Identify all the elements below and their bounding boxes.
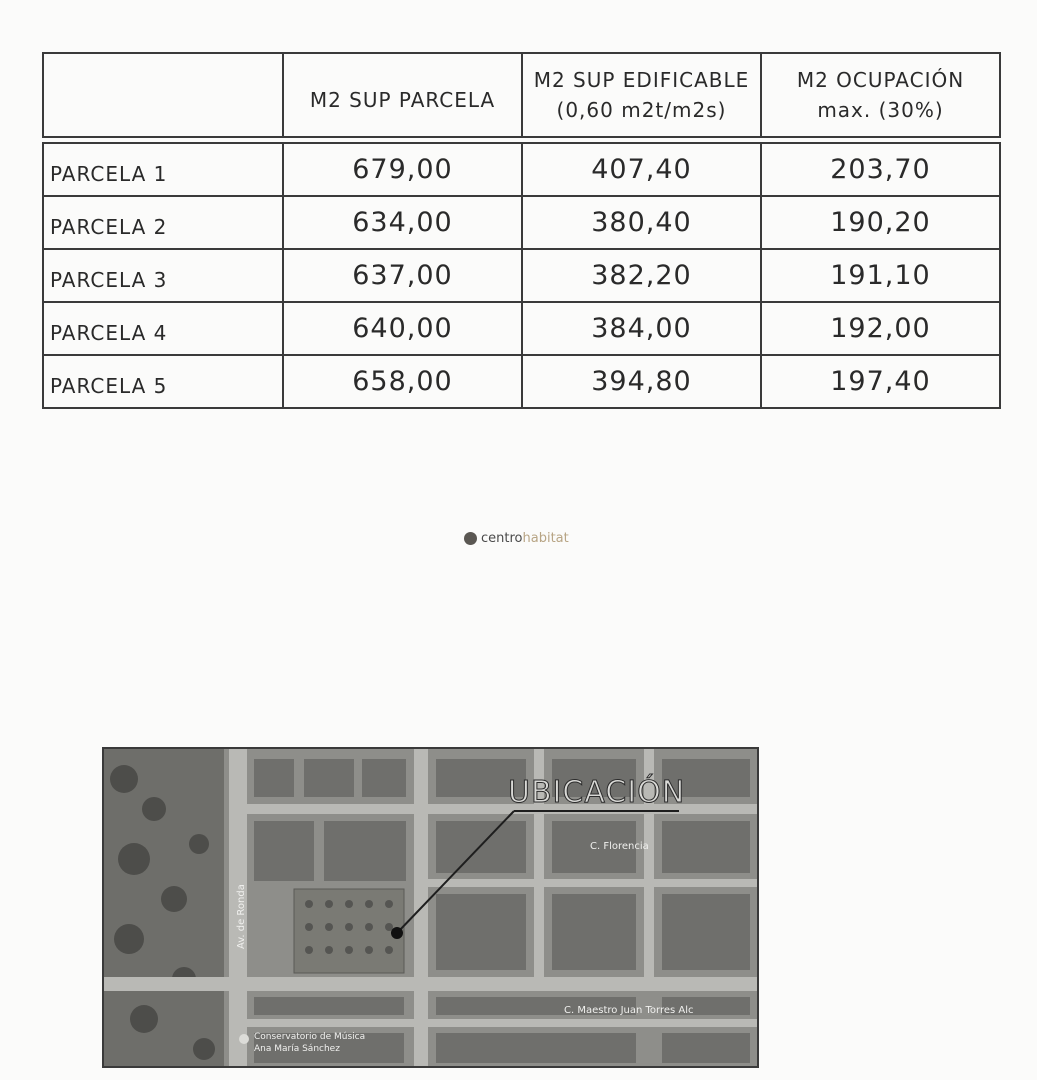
header-empty [42, 52, 282, 138]
sup-parcela-value: 658,00 [282, 356, 521, 409]
table-row [42, 356, 1001, 409]
ubicacion-label: UBICACIÓN [508, 775, 686, 810]
header-ocupacion: M2 OCUPACIÓN max. (30%) [760, 52, 1001, 138]
woodland-area [104, 749, 224, 1066]
poi-label-conservatorio: Conservatorio de Música [254, 1032, 366, 1042]
logo-text-centro: centro [481, 531, 523, 546]
poi-label-conservatorio-2: Ana María Sánchez [254, 1044, 340, 1054]
sup-parcela-value: 634,00 [282, 197, 521, 250]
sup-parcela-value: 679,00 [282, 142, 521, 197]
sup-edificable-value: 384,00 [521, 303, 760, 356]
centrohabitat-logo [464, 531, 569, 546]
ocupacion-value: 197,40 [760, 356, 1001, 409]
table-row [42, 250, 1001, 303]
logo-text-habitat: habitat [522, 531, 569, 546]
parcel-name: PARCELA 4 [42, 303, 282, 356]
location-marker-icon [391, 927, 403, 939]
table-row [42, 142, 1001, 197]
sup-edificable-value: 407,40 [521, 142, 760, 197]
poi-pin-icon [239, 1034, 249, 1044]
sup-edificable-value: 382,20 [521, 250, 760, 303]
sup-parcela-value: 640,00 [282, 303, 521, 356]
header-sup-parcela: M2 SUP PARCELA [282, 52, 521, 138]
logo-dot-icon [464, 532, 477, 545]
ocupacion-value: 190,20 [760, 197, 1001, 250]
parcel-name: PARCELA 2 [42, 197, 282, 250]
ocupacion-value: 191,10 [760, 250, 1001, 303]
table-row [42, 197, 1001, 250]
parcel-name: PARCELA 1 [42, 142, 282, 197]
header-sup-edificable: M2 SUP EDIFICABLE (0,60 m2t/m2s) [521, 52, 760, 138]
street-label-maestro: C. Maestro Juan Torres Alc [564, 1005, 694, 1016]
sup-parcela-value: 637,00 [282, 250, 521, 303]
parcel-grid [42, 52, 1001, 409]
header-row [42, 52, 1001, 138]
sup-edificable-value: 394,80 [521, 356, 760, 409]
ocupacion-value: 203,70 [760, 142, 1001, 197]
street-label-florencia: C. Florencia [590, 841, 649, 852]
street-label-av-ronda: Av. de Ronda [236, 884, 247, 949]
table-row [42, 303, 1001, 356]
ocupacion-value: 192,00 [760, 303, 1001, 356]
parcel-name: PARCELA 5 [42, 356, 282, 409]
sup-edificable-value: 380,40 [521, 197, 760, 250]
parcel-table [42, 52, 1001, 409]
parcel-name: PARCELA 3 [42, 250, 282, 303]
